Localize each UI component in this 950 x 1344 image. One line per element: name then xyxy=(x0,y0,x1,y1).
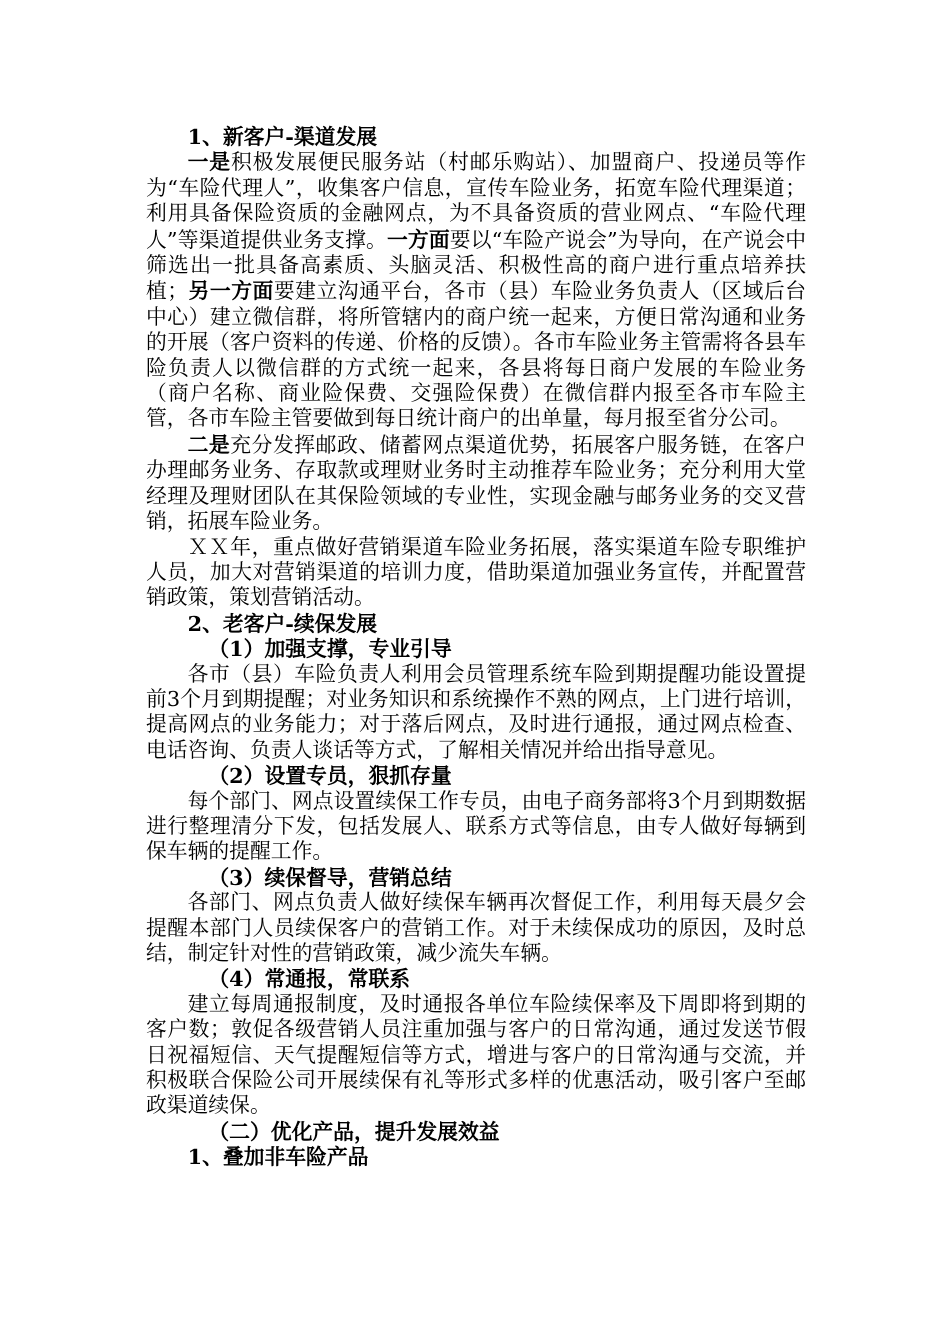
document-page xyxy=(146,124,806,1170)
paragraph-second-point xyxy=(146,432,806,535)
paragraph-year-plan: ＸＸ年，重点做好营销渠道车险业务拓展，落实渠道车险专职维护人员，加大对营销渠道的培训力度，借助渠道加强业务宣传，并配置营销政策，策划营销活动。 xyxy=(146,534,806,610)
section-heading-new-customer: 1、新客户-渠道发展 xyxy=(187,124,378,149)
paragraph-first-point xyxy=(146,149,806,431)
section-subheading-non-auto: 1、叠加非车险产品 xyxy=(187,1144,369,1170)
text-first-c: 要建立沟通平台，各市（县）车险业务负责人（区域后台中心）建立微信群，将所管辖内的商户统一起来，方便日常沟通和业务的开展（客户资料的传递、价格的反馈）。各市车险业务主管需将各县车险负责人以微信群的方式统一起来，各县将每日商户发展的车险业务（商户名称、商业险保费、交强险保费）在微信群内报至各市车险主管，各市车险主管要做到每日统计商户的出单量，每月报至省分公司。 xyxy=(146,279,807,431)
text-first-b: 要以“车险产说会”为导向，在产说会中筛选出一批具备高素质、头脑灵活、积极性高的商户进行重点培养扶植； xyxy=(146,227,807,304)
lead-other-side: 另一方面 xyxy=(188,278,274,304)
lead-one-side: 一方面 xyxy=(386,226,450,252)
text-first-a: 积极发展便民服务站（村邮乐购站）、加盟商户、投递员等作为“车险代理人”，收集客户信息，宣传车险业务，拓宽车险代理渠道；利用具备保险资质的金融网点，为不具备资质的营业网点、“车险代理人”等渠道提供业务支撑。 xyxy=(146,150,806,252)
section-heading-optimize-products: （二）优化产品，提升发展效益 xyxy=(208,1118,500,1144)
item-heading-1: （1）加强支撑，专业引导 xyxy=(208,636,452,662)
lead-first: 一是 xyxy=(187,149,232,175)
item-heading-3: （3）续保督导，营销总结 xyxy=(208,864,452,890)
item-text-3: 各部门、网点负责人做好续保车辆再次督促工作，利用每天晨夕会提醒本部门人员续保客户的营销工作。对于未续保成功的原因，及时总结，制定针对性的营销政策，减少流失车辆。 xyxy=(146,890,806,965)
item-text-2: 每个部门、网点设置续保工作专员，由电子商务部将3个月到期数据进行整理清分下发，包括发展人、联系方式等信息，由专人做好每辆到保车辆的提醒工作。 xyxy=(146,788,806,864)
lead-second: 二是 xyxy=(187,431,231,457)
item-heading-4: （4）常通报，常联系 xyxy=(208,966,411,992)
item-heading-2: （2）设置专员，狠抓存量 xyxy=(208,763,452,789)
text-second: 充分发挥邮政、储蓄网点渠道优势，拓展客户服务链，在客户办理邮务业务、存取款或理财业务时主动推荐车险业务；充分利用大堂经理及理财团队在其保险领域的专业性，实现金融与邮务业务的交叉营销，拓展车险业务。 xyxy=(146,432,806,534)
item-text-4: 建立每周通报制度，及时通报各单位车险续保率及下周即将到期的客户数；敦促各级营销人员注重加强与客户的日常沟通，通过发送节假日祝福短信、天气提醒短信等方式，增进与客户的日常沟通与交流，并积极联合保险公司开展续保有礼等形式多样的优惠活动，吸引客户至邮政渠道续保。 xyxy=(146,991,806,1118)
section-heading-old-customer: 2、老客户-续保发展 xyxy=(187,610,378,636)
item-text-1: 各市（县）车险负责人利用会员管理系统车险到期提醒功能设置提前3个月到期提醒；对业务知识和系统操作不熟的网点，上门进行培训，提高网点的业务能力；对于落后网点，及时进行通报，通过网点检查、电话咨询、负责人谈话等方式，了解相关情况并给出指导意见。 xyxy=(146,661,806,762)
